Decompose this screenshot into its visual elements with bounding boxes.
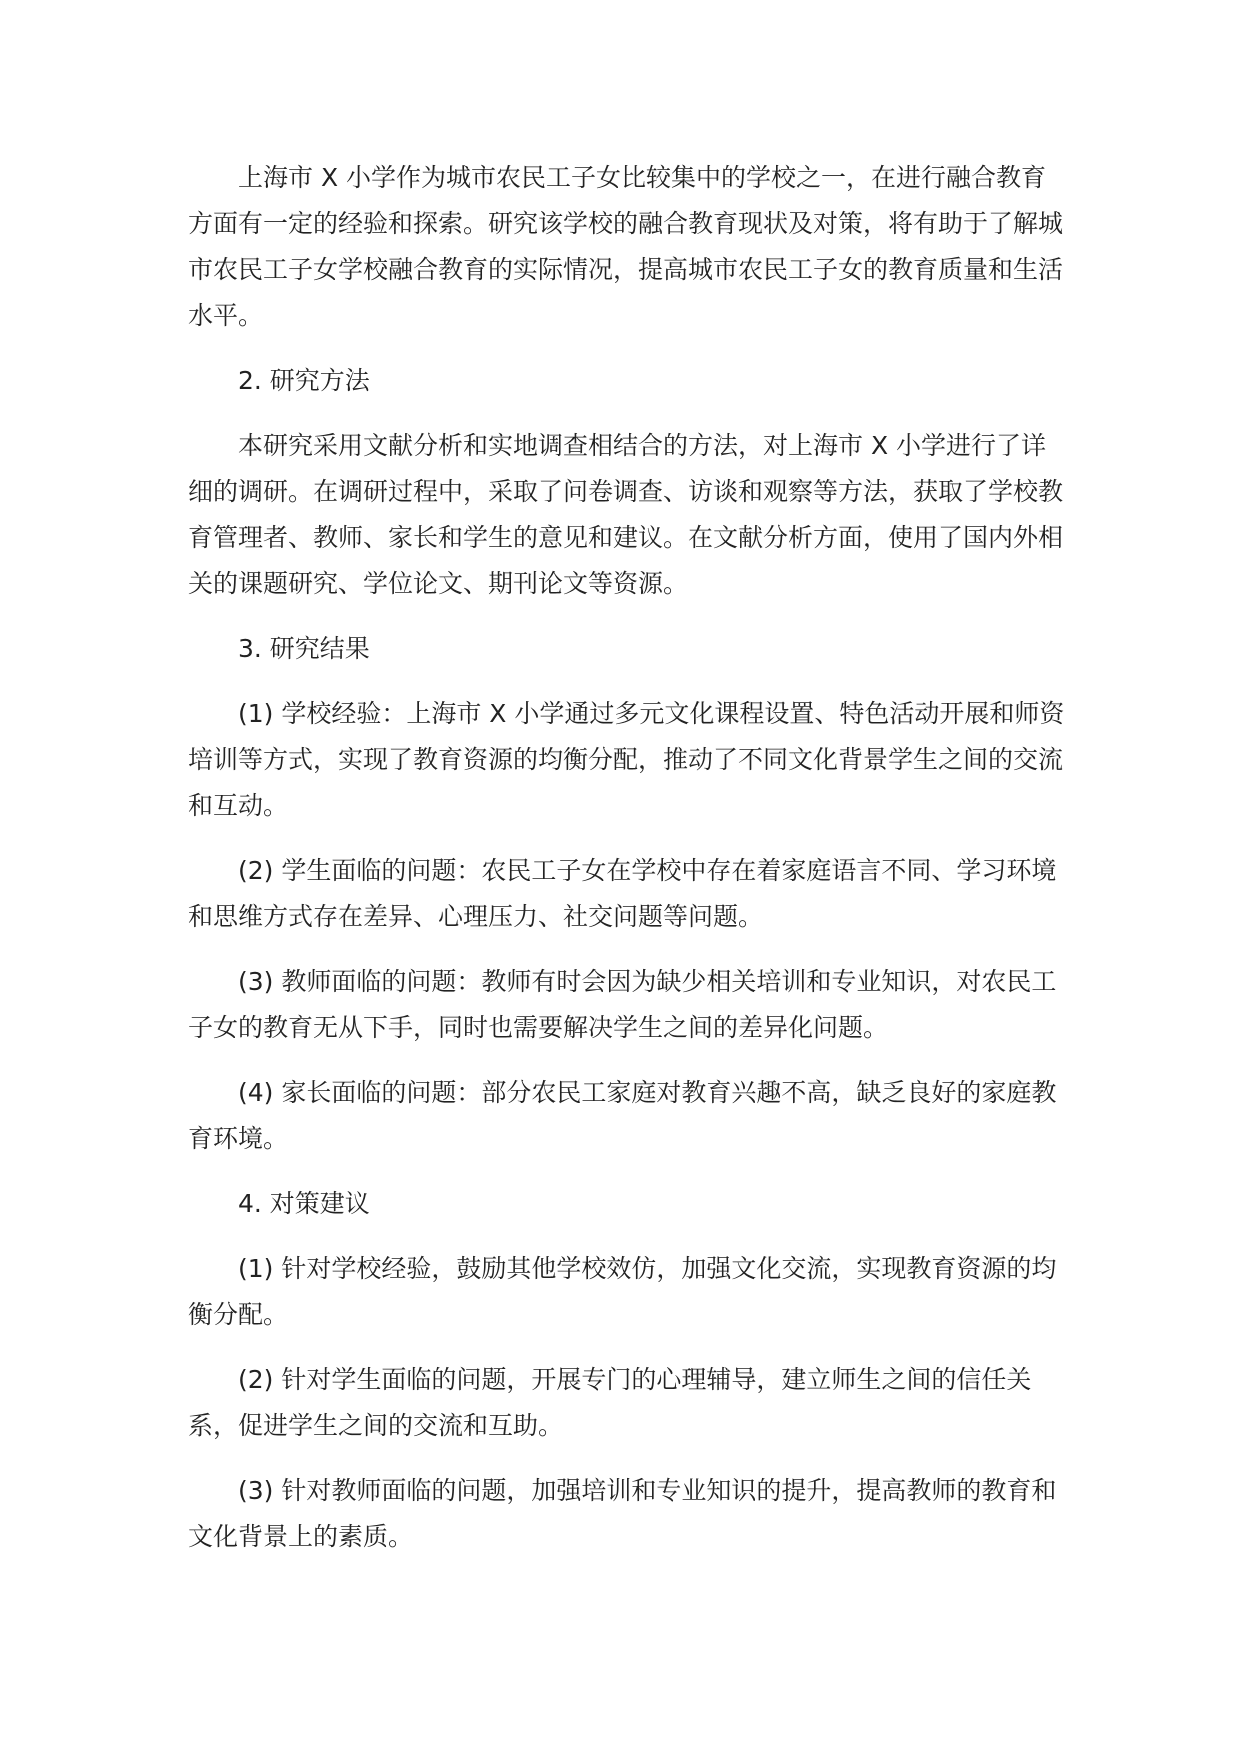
paragraph-result-1: (1) 学校经验：上海市 X 小学通过多元文化课程设置、特色活动开展和师资培训等方式，实现了教育资源的均衡分配，推动了不同文化背景学生之间的交流和互动。 bbox=[188, 699, 1065, 820]
heading-research-method: 2. 研究方法 bbox=[238, 366, 370, 395]
paragraph-result-3: (3) 教师面临的问题：教师有时会因为缺少相关培训和专业知识，对农民工子女的教育无从下手，同时也需要解决学生之间的差异化问题。 bbox=[188, 967, 1057, 1042]
paragraph-suggestion-1: (1) 针对学校经验，鼓励其他学校效仿，加强文化交流，实现教育资源的均衡分配。 bbox=[188, 1254, 1057, 1329]
paragraph-result-2: (2) 学生面临的问题：农民工子女在学校中存在着家庭语言不同、学习环境和思维方式存在差异、心理压力、社交问题等问题。 bbox=[188, 856, 1057, 931]
heading-suggestions: 4. 对策建议 bbox=[238, 1189, 370, 1218]
heading-research-results: 3. 研究结果 bbox=[238, 634, 370, 663]
paragraph-suggestion-3: (3) 针对教师面临的问题，加强培训和专业知识的提升，提高教师的教育和文化背景上的素质。 bbox=[188, 1476, 1057, 1551]
paragraph-result-4: (4) 家长面临的问题：部分农民工家庭对教育兴趣不高，缺乏良好的家庭教育环境。 bbox=[188, 1078, 1057, 1153]
paragraph-background: 上海市 X 小学作为城市农民工子女比较集中的学校之一，在进行融合教育方面有一定的经验和探索。研究该学校的融合教育现状及对策，将有助于了解城市农民工子女学校融合教育的实际情况，提高城市农民工子女的教育质量和生活水平。 bbox=[188, 163, 1064, 330]
paragraph-method: 本研究采用文献分析和实地调查相结合的方法，对上海市 X 小学进行了详细的调研。在调研过程中，采取了问卷调查、访谈和观察等方法，获取了学校教育管理者、教师、家长和学生的意见和建议。在文献分析方面，使用了国内外相关的课题研究、学位论文、期刊论文等资源。 bbox=[188, 431, 1064, 598]
paragraph-suggestion-2: (2) 针对学生面临的问题，开展专门的心理辅导，建立师生之间的信任关系，促进学生之间的交流和互助。 bbox=[188, 1365, 1032, 1440]
